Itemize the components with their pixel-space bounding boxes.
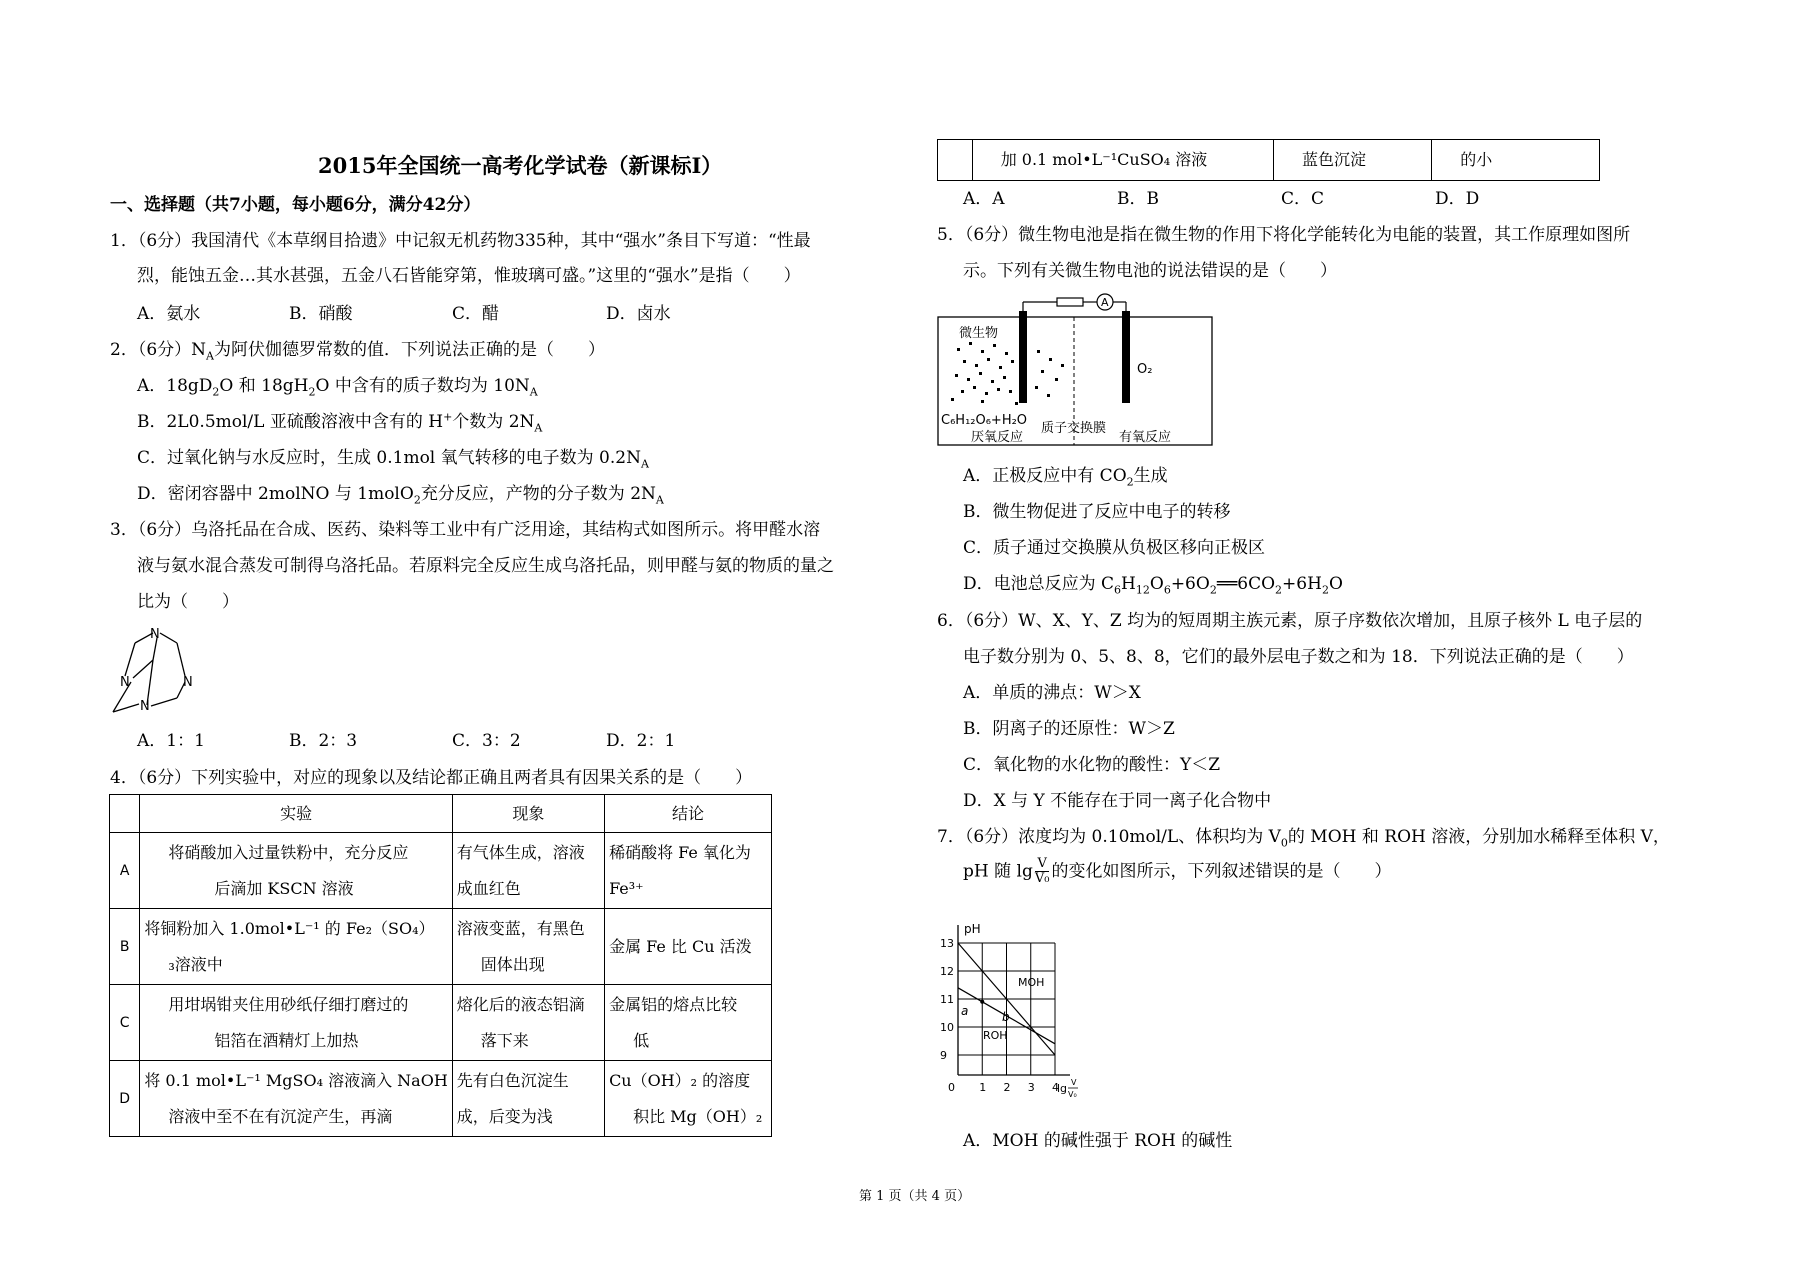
q3-option-d[interactable]: D．2：1 (606, 731, 676, 751)
phenomenon-cell: 蓝色沉淀 (1273, 140, 1431, 181)
conclusion-cell: 金属 Fe 比 Cu 活泼 (605, 909, 772, 985)
q4-table (109, 794, 772, 1137)
ph-dilution-chart (920, 915, 1100, 1105)
experiment-cell: 将 0.1 mol•L⁻¹ MgSO₄ 溶液滴入 NaOH 溶液中至不在有沉淀产生，再滴 (140, 1061, 452, 1137)
x-tick-label: 2 (1003, 1081, 1011, 1094)
membrane-label: 质子交换膜 (1041, 421, 1107, 436)
o2-label: O₂ (1137, 362, 1153, 377)
point-a-marker (980, 1000, 984, 1004)
y-tick-label: 9 (940, 1049, 947, 1062)
experiment-cell: 用坩埚钳夹住用砂纸仔细打磨过的 铝箔在酒精灯上加热 (140, 985, 452, 1061)
atom-n-top: N (150, 627, 160, 642)
phenomenon-cell: 有气体生成，溶液 成血红色 (452, 833, 604, 909)
q3-stem-line1: 3．（6分）乌洛托品在合成、医药、染料等工业中有广泛用途，其结构式如图所示。将甲醛水溶 (110, 520, 821, 540)
glucose-label: C₆H₁₂O₆+H₂O (941, 413, 1028, 428)
page-footer: 第 1 页（共 4 页） (859, 1189, 971, 1204)
phenomenon-cell: 先有白色沉淀生 成，后变为浅 (452, 1061, 604, 1137)
row-index: D (110, 1061, 140, 1137)
y-tick-label: 13 (940, 937, 954, 950)
table-row (110, 909, 772, 985)
q3-option-a[interactable]: A．1：1 (137, 731, 205, 751)
y-tick-label: 12 (940, 965, 954, 978)
atom-n-right: N (183, 675, 193, 690)
resistor (1057, 298, 1083, 306)
table-row (110, 833, 772, 909)
phenomenon-cell: 溶液变蓝，有黑色 固体出现 (452, 909, 604, 985)
q6-stem-line2: 电子数分别为 0、5、8、8，它们的最外层电子数之和为 18．下列说法正确的是（ ） (963, 647, 1634, 667)
table-row (110, 1061, 772, 1137)
anode-electrode (1019, 311, 1027, 403)
hexamine-structure (105, 620, 205, 720)
q5-option-c[interactable]: C．质子通过交换膜从负极区移向正极区 (963, 538, 1266, 558)
q4-option-a[interactable]: A．A (963, 189, 1005, 209)
section-heading: 一、选择题（共7小题，每小题6分，满分42分） (110, 195, 481, 215)
q1-stem-line2: 烈，能蚀五金…其水甚强，五金八石皆能穿第，惟玻璃可盛。”这里的“强水”是指（ ） (137, 266, 801, 286)
row-index: A (110, 833, 140, 909)
q3-stem-line2: 液与氨水混合蒸发可制得乌洛托品。若原料完全反应生成乌洛托品，则甲醛与氨的物质的量之 (137, 556, 834, 576)
q4-stem: 4．（6分）下列实验中，对应的现象以及结论都正确且两者具有因果关系的是（ ） (110, 768, 753, 788)
q3-option-c[interactable]: C．3：2 (452, 731, 521, 751)
x-tick-label: 1 (979, 1081, 987, 1094)
y-axis-label: pH (964, 922, 981, 936)
anaerobic-label: 厌氧反应 (971, 430, 1024, 445)
row-index: C (110, 985, 140, 1061)
row-index: B (110, 909, 140, 985)
x-axis-label-num: V (1071, 1078, 1077, 1087)
q7-option-a[interactable]: A．MOH 的碱性强于 ROH 的碱性 (963, 1131, 1233, 1151)
q4-header-conclusion: 结论 (605, 795, 772, 833)
q5-option-b[interactable]: B．微生物促进了反应中电子的转移 (963, 502, 1231, 522)
q4-option-b[interactable]: B．B (1117, 189, 1159, 209)
q4-table-continued (937, 139, 1600, 181)
experiment-cell: 将铜粉加入 1.0mol•L⁻¹ 的 Fe₂（SO₄） ₃溶液中 (140, 909, 452, 985)
q6-option-c[interactable]: C．氧化物的水化物的酸性：Y＜Z (963, 755, 1221, 775)
table-row (938, 140, 1600, 181)
conclusion-cell: 稀硝酸将 Fe 氧化为 Fe³⁺ (605, 833, 772, 909)
q1-option-d[interactable]: D．卤水 (606, 304, 671, 324)
q5-option-a[interactable]: A．正极反应中有 $CO_2$生成 (963, 466, 1168, 489)
q2-stem: 2．（6分）$N_A$为阿伏伽德罗常数的值．下列说法正确的是（ ） (110, 340, 605, 363)
x-axis-label: lg (1057, 1082, 1068, 1095)
chart-grid (958, 943, 1055, 1075)
row-index (938, 140, 973, 181)
q3-stem-line3: 比为（ ） (137, 592, 239, 612)
moh-label: MOH (1018, 976, 1045, 989)
q4-header-phenomenon: 现象 (452, 795, 604, 833)
atom-n-left: N (120, 675, 130, 690)
q6-option-b[interactable]: B．阴离子的还原性：W＞Z (963, 719, 1175, 739)
x-tick-labels (948, 1081, 1059, 1094)
q4-header-experiment: 实验 (140, 795, 452, 833)
q6-option-d[interactable]: D．X 与 Y 不能存在于同一离子化合物中 (963, 791, 1272, 811)
q5-stem-line2: 示。下列有关微生物电池的说法错误的是（ ） (963, 261, 1337, 281)
page-title: 2015年全国统一高考化学试卷（新课标I） (318, 153, 723, 178)
cathode-electrode (1122, 311, 1130, 403)
conclusion-cell: 的小 (1432, 140, 1600, 181)
aerobic-label: 有氧反应 (1119, 430, 1172, 445)
conclusion-cell: Cu（OH）₂ 的溶度 积比 Mg（OH）₂ (605, 1061, 772, 1137)
atom-n-bottom: N (140, 699, 150, 714)
y-tick-label: 11 (940, 993, 954, 1006)
q4-header-idx (110, 795, 140, 833)
point-a-label: a (961, 1004, 969, 1018)
q5-stem-line1: 5．（6分）微生物电池是指在微生物的作用下将化学能转化为电能的装置，其工作原理如图所 (937, 225, 1631, 245)
x-tick-label: 0 (948, 1081, 955, 1094)
microbial-cell-diagram (937, 290, 1217, 460)
experiment-cell: 将硝酸加入过量铁粉中，充分反应 后滴加 KSCN 溶液 (140, 833, 452, 909)
q2-option-b[interactable]: B．2L0.5mol/L 亚硫酸溶液中含有的 H+个数为 $2N_A$ (137, 410, 543, 435)
phenomenon-cell: 熔化后的液态铝滴 落下来 (452, 985, 604, 1061)
q1-option-b[interactable]: B．硝酸 (289, 304, 353, 324)
q1-option-c[interactable]: C．醋 (452, 304, 500, 324)
q6-stem-line1: 6．（6分）W、X、Y、Z 均为的短周期主族元素，原子序数依次增加，且原子核外 L 电子层的 (937, 611, 1643, 631)
q4-table-header-row (110, 795, 772, 833)
q2-option-d[interactable]: D．密闭容器中 2molNO 与 1molO$_2$充分反应，产物的分子数为 $2N_A$ (137, 484, 664, 507)
table-row (110, 985, 772, 1061)
q6-option-a[interactable]: A．单质的沸点：W＞X (963, 683, 1141, 703)
q3-option-b[interactable]: B．2：3 (289, 731, 358, 751)
x-axis-label-den: V₀ (1068, 1090, 1077, 1099)
point-b-label: b (1002, 1010, 1010, 1024)
q5-option-d[interactable]: D．电池总反应为 $C_6H_{12}O_6+6O_2══6CO_2+6H_2O$ (963, 574, 1343, 597)
microbe-dots (951, 342, 1064, 405)
q7-stem-line2: pH 随 lg $\frac{V}{\text{V₀}}$ 的变化如图所示，下列叙述错误的是（ ） (963, 856, 1392, 887)
q2-option-a[interactable]: A．$18gD_2O$ 和 $18gH_2O$ 中含有的质子数均为 $10N_A$ (137, 376, 538, 399)
ammeter-label: A (1101, 296, 1109, 309)
q4-option-c[interactable]: C．C (1281, 189, 1325, 209)
q1-option-a[interactable]: A．氨水 (137, 304, 201, 324)
x-tick-label: 4 (1052, 1081, 1059, 1094)
conclusion-cell: 金属铝的熔点比较 低 (605, 985, 772, 1061)
x-tick-label: 3 (1027, 1081, 1035, 1094)
microbe-label: 微生物 (959, 326, 999, 341)
experiment-cell: 加 0.1 mol•L⁻¹CuSO₄ 溶液 (972, 140, 1273, 181)
y-tick-labels (940, 937, 954, 1062)
q4-option-d[interactable]: D．D (1435, 189, 1480, 209)
roh-label: ROH (983, 1029, 1008, 1042)
q1-stem-line1: 1．（6分）我国清代《本草纲目拾遗》中记叙无机药物335种，其中“强水”条目下写道：“性最 (110, 231, 811, 251)
q2-option-c[interactable]: C．过氧化钠与水反应时，生成 0.1mol 氧气转移的电子数为 $0.2N_A$ (137, 448, 649, 471)
y-tick-label: 10 (940, 1021, 954, 1034)
q7-stem-line1: 7．（6分）浓度均为 0.10mol/L、体积均为 $V_0$的 MOH 和 ROH 溶液，分别加水稀释至体积 V， (937, 827, 1670, 850)
